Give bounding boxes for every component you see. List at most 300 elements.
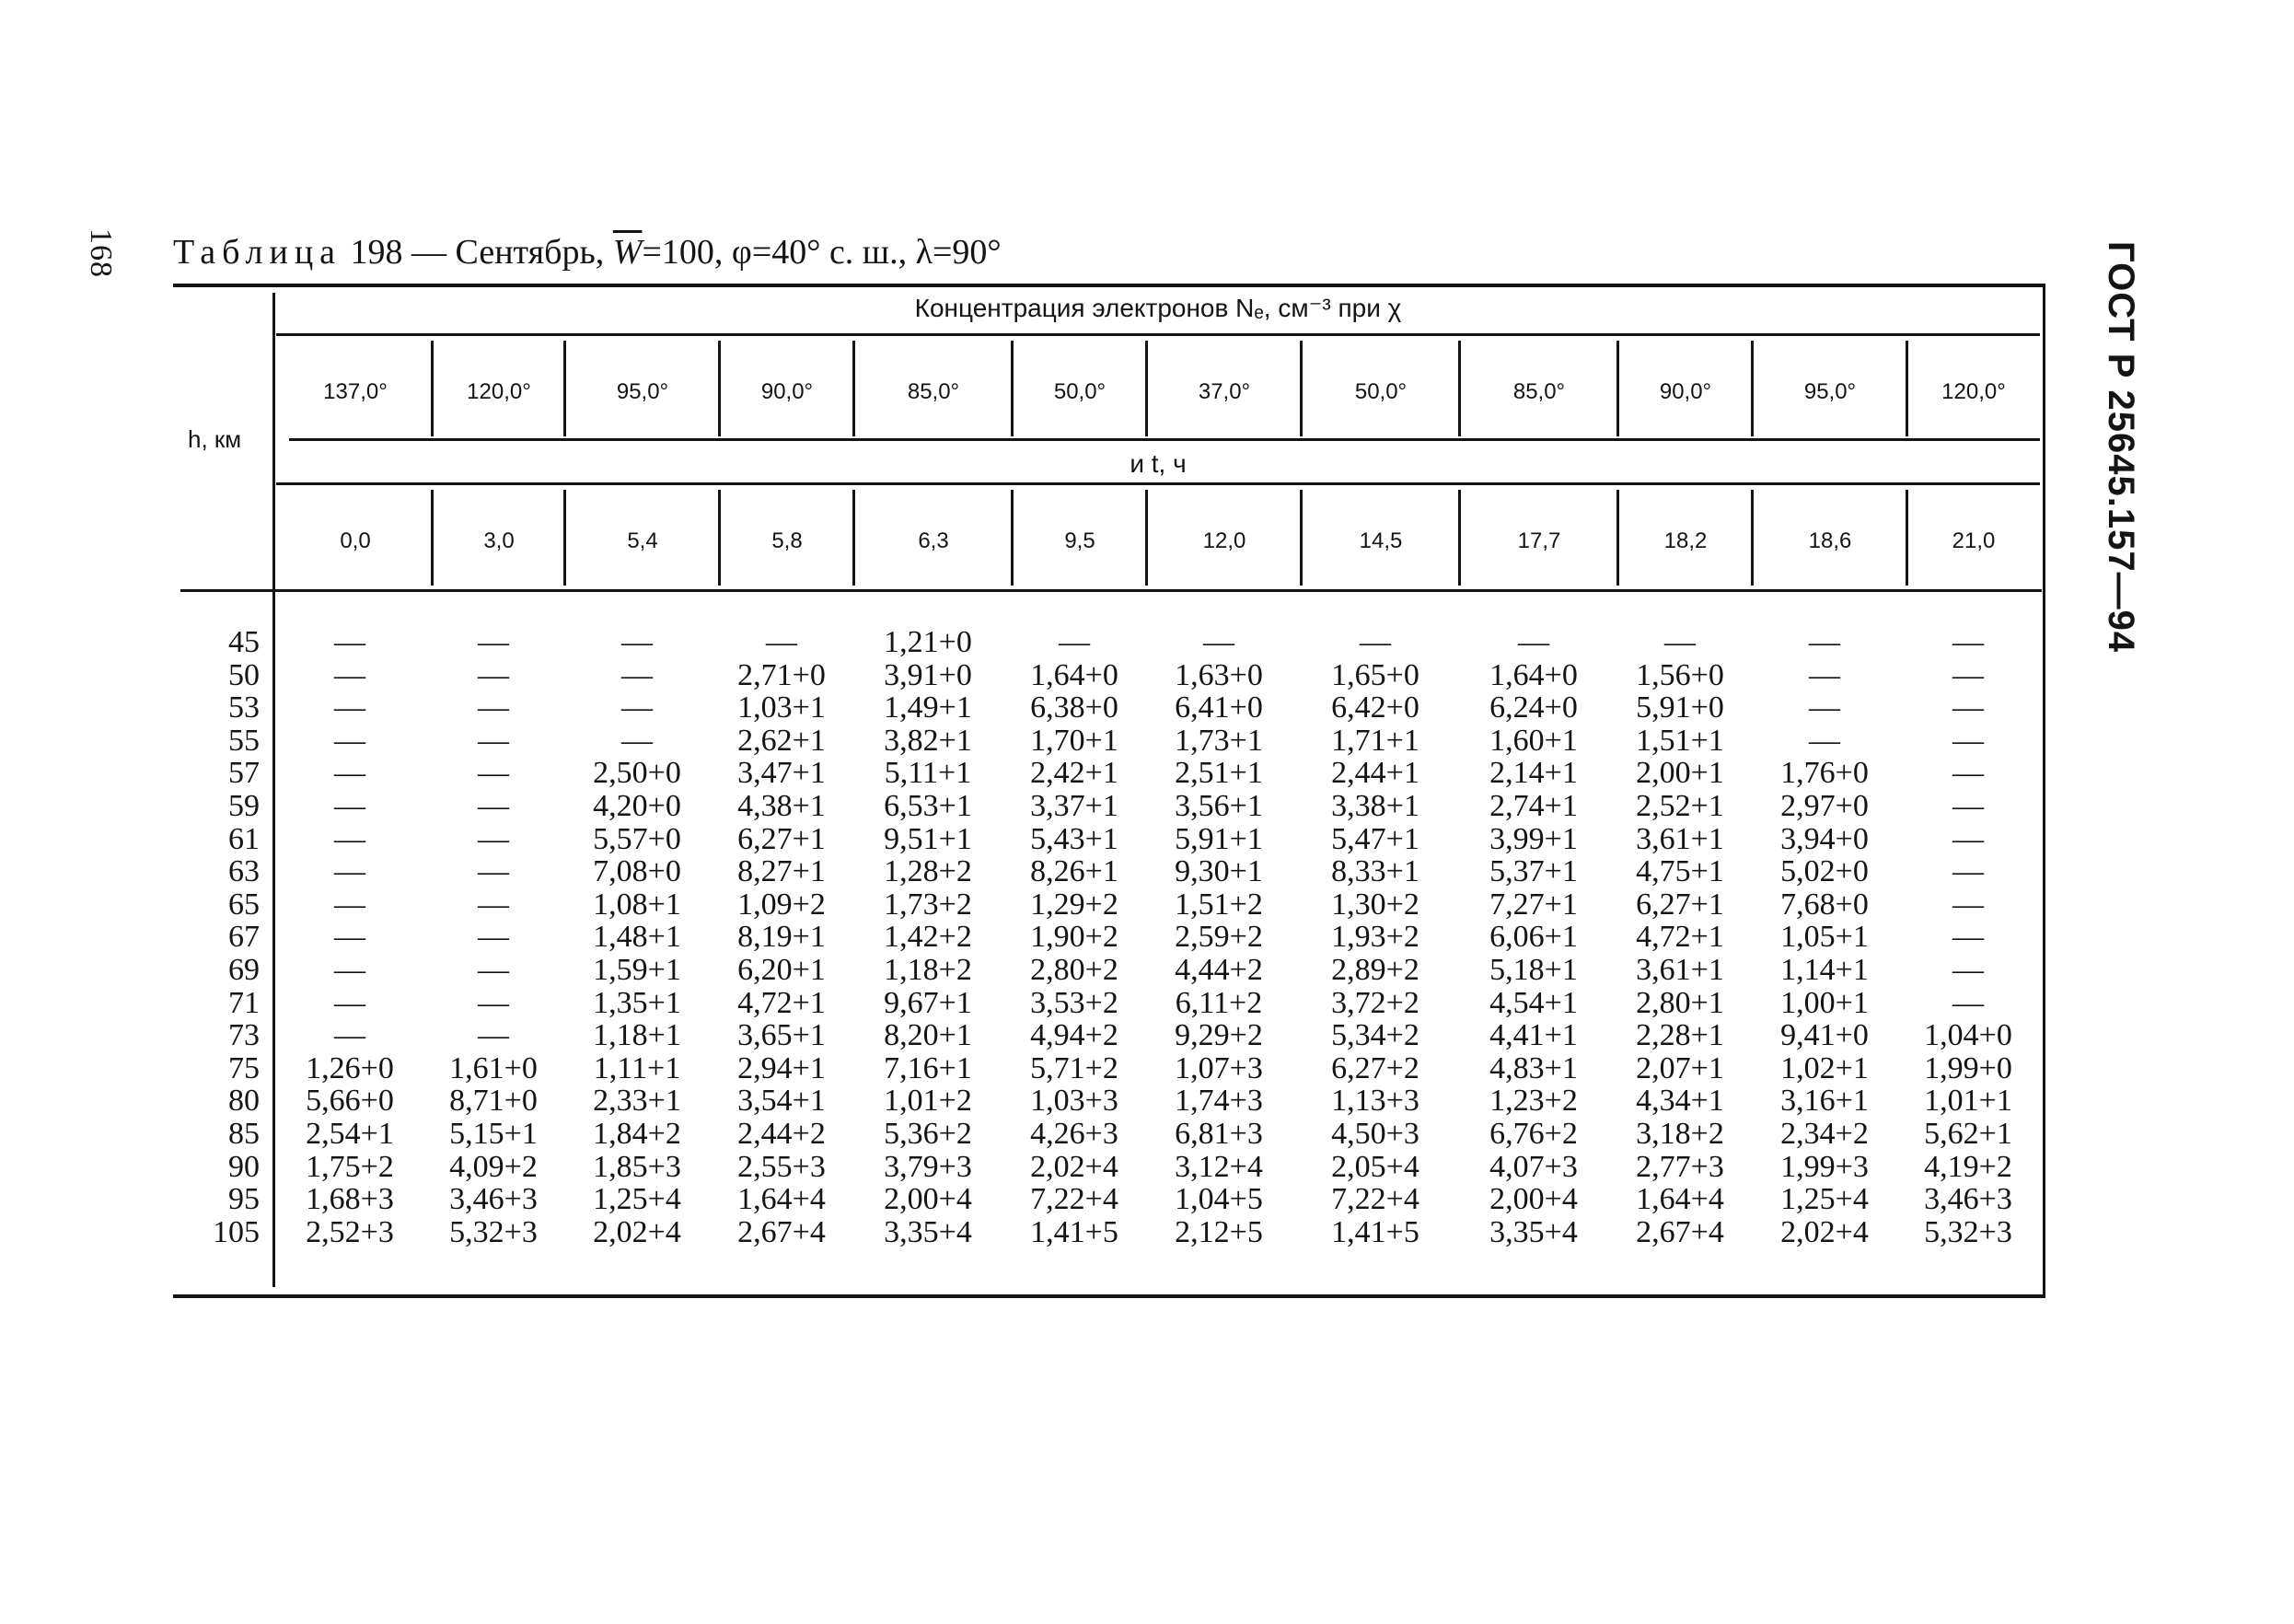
concentration-cell: 1,25+4 xyxy=(1780,1182,1869,1217)
concentration-cell: 2,00+1 xyxy=(1636,756,1724,791)
concentration-cell: — xyxy=(478,821,509,856)
concentration-cell: 3,61+1 xyxy=(1636,821,1724,856)
concentration-cell: — xyxy=(334,821,365,856)
concentration-cell: — xyxy=(478,756,509,791)
altitude-cell: 95 xyxy=(228,1182,260,1217)
concentration-cell: 1,73+2 xyxy=(884,887,972,922)
concentration-cell: 5,43+1 xyxy=(1030,821,1118,856)
concentration-cell: 1,09+2 xyxy=(737,887,826,922)
concentration-cell: 2,59+2 xyxy=(1175,920,1263,955)
concentration-cell: 5,91+0 xyxy=(1636,690,1724,725)
concentration-cell: 3,94+0 xyxy=(1780,821,1869,856)
concentration-cell: — xyxy=(478,1018,509,1053)
concentration-cell: 3,53+2 xyxy=(1030,985,1118,1020)
t-header-cell: 21,0 xyxy=(1952,528,1996,553)
concentration-cell: 6,20+1 xyxy=(737,952,826,987)
concentration-cell: — xyxy=(1952,854,1984,889)
concentration-cell: — xyxy=(1809,690,1840,725)
concentration-cell: 6,53+1 xyxy=(884,788,972,823)
concentration-cell: 1,30+2 xyxy=(1331,887,1419,922)
concentration-cell: 6,11+2 xyxy=(1175,985,1263,1020)
concentration-cell: 4,07+3 xyxy=(1489,1149,1578,1184)
concentration-cell: 5,62+1 xyxy=(1924,1116,2012,1151)
concentration-cell: 6,38+0 xyxy=(1030,690,1118,725)
chi-header-cell: 95,0° xyxy=(1803,379,1857,404)
concentration-cell: — xyxy=(334,657,365,692)
chi-header-cell: 50,0° xyxy=(1053,379,1106,404)
concentration-cell: 1,65+0 xyxy=(1331,657,1419,692)
concentration-cell: 5,36+2 xyxy=(884,1116,972,1151)
concentration-cell: 7,16+1 xyxy=(884,1050,972,1085)
concentration-cell: 5,34+2 xyxy=(1331,1018,1419,1053)
concentration-cell: 1,99+3 xyxy=(1780,1149,1869,1184)
concentration-cell: 2,80+2 xyxy=(1030,952,1118,987)
header-bottom-rule xyxy=(180,589,2042,592)
concentration-cell: 2,55+3 xyxy=(737,1149,826,1184)
concentration-cell: 5,47+1 xyxy=(1331,821,1419,856)
concentration-cell: 1,01+1 xyxy=(1924,1084,2012,1119)
concentration-cell: 1,63+0 xyxy=(1175,657,1263,692)
concentration-cell: — xyxy=(1952,985,1984,1020)
chi-header-cell: 137,0° xyxy=(323,379,388,404)
concentration-cell: 2,00+4 xyxy=(884,1182,972,1217)
concentration-cell: 2,12+5 xyxy=(1175,1214,1263,1249)
concentration-cell: 2,02+4 xyxy=(1030,1149,1118,1184)
concentration-cell: 2,52+1 xyxy=(1636,788,1724,823)
document-standard-title: ГОСТ Р 25645.157—94 xyxy=(2101,241,2141,654)
concentration-cell: 1,64+4 xyxy=(737,1182,826,1217)
concentration-cell: 6,41+0 xyxy=(1175,690,1263,725)
concentration-cell: 1,41+5 xyxy=(1331,1214,1419,1249)
concentration-cell: 1,60+1 xyxy=(1489,723,1578,758)
concentration-cell: — xyxy=(621,690,653,725)
concentration-cell: — xyxy=(1952,788,1984,823)
concentration-cell: — xyxy=(1809,723,1840,758)
table-row xyxy=(173,691,2034,725)
concentration-cell: 1,41+5 xyxy=(1030,1214,1118,1249)
chi-row-underline xyxy=(289,438,2040,441)
concentration-cell: 2,02+4 xyxy=(1780,1214,1869,1249)
concentration-cell: 5,32+3 xyxy=(1924,1214,2012,1249)
altitude-cell: 69 xyxy=(228,952,260,987)
concentration-cell: 1,76+0 xyxy=(1780,756,1869,791)
concentration-cell: — xyxy=(478,657,509,692)
concentration-cell: 1,00+1 xyxy=(1780,985,1869,1020)
concentration-cell: 5,15+1 xyxy=(449,1116,538,1151)
concentration-cell: 1,21+0 xyxy=(884,625,972,659)
concentration-cell: 3,82+1 xyxy=(884,723,972,758)
concentration-cell: 2,51+1 xyxy=(1175,756,1263,791)
concentration-cell: 5,32+3 xyxy=(449,1214,538,1249)
table-row xyxy=(173,790,2034,823)
concentration-cell: 6,27+1 xyxy=(1636,887,1724,922)
concentration-cell: — xyxy=(334,756,365,791)
concentration-cell: 3,72+2 xyxy=(1331,985,1419,1020)
concentration-cell: 1,64+4 xyxy=(1636,1182,1724,1217)
concentration-cell: — xyxy=(1952,690,1984,725)
concentration-cell: 5,37+1 xyxy=(1489,854,1578,889)
altitude-cell: 73 xyxy=(228,1018,260,1053)
t-header-cell: 18,6 xyxy=(1808,528,1852,553)
altitude-cell: 50 xyxy=(228,657,260,692)
altitude-cell: 45 xyxy=(228,625,260,659)
concentration-cell: 4,20+0 xyxy=(593,788,681,823)
concentration-cell: 2,80+1 xyxy=(1636,985,1724,1020)
concentration-cell: 7,22+4 xyxy=(1030,1182,1118,1217)
concentration-cell: 2,52+3 xyxy=(306,1214,394,1249)
concentration-cell: 1,61+0 xyxy=(449,1050,538,1085)
table-row xyxy=(173,954,2034,987)
altitude-cell: 55 xyxy=(228,723,260,758)
concentration-cell: 3,18+2 xyxy=(1636,1116,1724,1151)
concentration-cell: 2,89+2 xyxy=(1331,952,1419,987)
concentration-cell: 2,14+1 xyxy=(1489,756,1578,791)
concentration-cell: 2,44+1 xyxy=(1331,756,1419,791)
concentration-cell: 3,61+1 xyxy=(1636,952,1724,987)
concentration-cell: — xyxy=(1952,723,1984,758)
concentration-cell: 3,46+3 xyxy=(449,1182,538,1217)
table-row xyxy=(173,888,2034,922)
concentration-cell: 3,99+1 xyxy=(1489,821,1578,856)
table-row xyxy=(173,855,2034,888)
concentration-cell: 3,12+4 xyxy=(1175,1149,1263,1184)
concentration-cell: 5,91+1 xyxy=(1175,821,1263,856)
t-header-cell: 5,4 xyxy=(627,528,658,553)
altitude-cell: 65 xyxy=(228,887,260,922)
concentration-cell: 2,67+4 xyxy=(1636,1214,1724,1249)
concentration-cell: 7,22+4 xyxy=(1331,1182,1419,1217)
concentration-cell: 5,02+0 xyxy=(1780,854,1869,889)
concentration-cell: 1,84+2 xyxy=(593,1116,681,1151)
concentration-cell: 1,25+4 xyxy=(593,1182,681,1217)
concentration-cell: 1,11+1 xyxy=(593,1050,681,1085)
concentration-cell: — xyxy=(1952,657,1984,692)
concentration-cell: — xyxy=(1360,625,1391,659)
concentration-cell: 1,05+1 xyxy=(1780,920,1869,955)
table-row xyxy=(173,757,2034,790)
concentration-cell: — xyxy=(1664,625,1696,659)
concentration-cell: — xyxy=(1952,756,1984,791)
chi-header-cell: 50,0° xyxy=(1354,379,1408,404)
concentration-cell: 5,66+0 xyxy=(306,1084,394,1119)
concentration-cell: 2,97+0 xyxy=(1780,788,1869,823)
chi-header-cell: 85,0° xyxy=(907,379,960,404)
concentration-cell: — xyxy=(478,920,509,955)
concentration-cell: 2,02+4 xyxy=(593,1214,681,1249)
concentration-cell: 1,04+5 xyxy=(1175,1182,1263,1217)
altitude-cell: 105 xyxy=(213,1214,260,1249)
concentration-cell: 9,41+0 xyxy=(1780,1018,1869,1053)
concentration-cell: 2,34+2 xyxy=(1780,1116,1869,1151)
concentration-cell: 4,34+1 xyxy=(1636,1084,1724,1119)
concentration-cell: — xyxy=(1952,887,1984,922)
concentration-cell: — xyxy=(766,625,797,659)
top-rule xyxy=(173,284,2045,287)
t-header-cell: 0,0 xyxy=(340,528,371,553)
concentration-cell: 6,24+0 xyxy=(1489,690,1578,725)
concentration-cell: 1,75+2 xyxy=(306,1149,394,1184)
table-caption xyxy=(173,232,1002,273)
concentration-cell: 4,94+2 xyxy=(1030,1018,1118,1053)
concentration-cell: 2,05+4 xyxy=(1331,1149,1419,1184)
concentration-cell: 3,47+1 xyxy=(737,756,826,791)
concentration-cell: 5,57+0 xyxy=(593,821,681,856)
altitude-cell: 57 xyxy=(228,756,260,791)
concentration-cell: 1,18+1 xyxy=(593,1018,681,1053)
caption-text-b: =100, φ=40° с. ш., λ=90° xyxy=(642,233,1002,272)
t-header-cell: 6,3 xyxy=(918,528,949,553)
concentration-cell: 6,27+2 xyxy=(1331,1050,1419,1085)
table-row xyxy=(173,1183,2034,1216)
concentration-cell: — xyxy=(334,854,365,889)
concentration-cell: 1,99+0 xyxy=(1924,1050,2012,1085)
concentration-cell: 4,38+1 xyxy=(737,788,826,823)
caption-text-a: 198 — Сентябрь, xyxy=(350,233,605,272)
concentration-cell: 5,71+2 xyxy=(1030,1050,1118,1085)
concentration-cell: — xyxy=(478,887,509,922)
table-row xyxy=(173,1052,2034,1085)
concentration-cell: 1,18+2 xyxy=(884,952,972,987)
concentration-cell: — xyxy=(621,625,653,659)
concentration-cell: 4,19+2 xyxy=(1924,1149,2012,1184)
concentration-cell: — xyxy=(334,788,365,823)
table-row xyxy=(173,1019,2034,1052)
concentration-cell: 1,70+1 xyxy=(1030,723,1118,758)
bottom-rule xyxy=(173,1294,2045,1298)
concentration-cell: 2,77+3 xyxy=(1636,1149,1724,1184)
concentration-cell: 4,09+2 xyxy=(449,1149,538,1184)
chi-header-cell: 120,0° xyxy=(1941,379,2006,404)
concentration-cell: 9,30+1 xyxy=(1175,854,1263,889)
chi-header-cell: 85,0° xyxy=(1512,379,1566,404)
table-row xyxy=(173,659,2034,692)
concentration-cell: — xyxy=(478,788,509,823)
concentration-cell: 2,44+2 xyxy=(737,1116,826,1151)
concentration-cell: 3,54+1 xyxy=(737,1084,826,1119)
concentration-cell: 2,67+4 xyxy=(737,1214,826,1249)
concentration-cell: 9,29+2 xyxy=(1175,1018,1263,1053)
concentration-cell: — xyxy=(478,985,509,1020)
altitude-cell: 59 xyxy=(228,788,260,823)
concentration-cell: — xyxy=(1952,920,1984,955)
concentration-cell: 2,28+1 xyxy=(1636,1018,1724,1053)
concentration-cell: 2,00+4 xyxy=(1489,1182,1578,1217)
table-row xyxy=(173,725,2034,758)
table-row xyxy=(173,626,2034,659)
altitude-cell: 85 xyxy=(228,1116,260,1151)
concentration-cell: — xyxy=(1809,657,1840,692)
concentration-cell: 1,51+1 xyxy=(1636,723,1724,758)
span-header-underline xyxy=(276,333,2040,336)
concentration-cell: — xyxy=(1952,625,1984,659)
concentration-cell: 1,93+2 xyxy=(1331,920,1419,955)
concentration-cell: 1,68+3 xyxy=(306,1182,394,1217)
concentration-cell: — xyxy=(478,690,509,725)
concentration-cell: 4,50+3 xyxy=(1331,1116,1419,1151)
concentration-cell: 1,08+1 xyxy=(593,887,681,922)
t-header-cell: 14,5 xyxy=(1359,528,1403,553)
concentration-cell: — xyxy=(334,1018,365,1053)
concentration-cell: 1,02+1 xyxy=(1780,1050,1869,1085)
concentration-cell: 9,51+1 xyxy=(884,821,972,856)
time-header: и t, ч xyxy=(1130,449,1187,478)
concentration-cell: 5,18+1 xyxy=(1489,952,1578,987)
concentration-cell: 1,85+3 xyxy=(593,1149,681,1184)
concentration-cell: 3,46+3 xyxy=(1924,1182,2012,1217)
concentration-cell: 1,51+2 xyxy=(1175,887,1263,922)
t-header-cell: 3,0 xyxy=(483,528,515,553)
concentration-cell: 3,16+1 xyxy=(1780,1084,1869,1119)
concentration-cell: 4,72+1 xyxy=(1636,920,1724,955)
chi-header-cell: 90,0° xyxy=(760,379,814,404)
concentration-cell: 2,94+1 xyxy=(737,1050,826,1085)
chi-header-cell: 37,0° xyxy=(1198,379,1251,404)
concentration-cell: 6,76+2 xyxy=(1489,1116,1578,1151)
concentration-cell: — xyxy=(334,723,365,758)
concentration-cell: 1,35+1 xyxy=(593,985,681,1020)
electron-concentration-table xyxy=(173,626,2034,1248)
concentration-cell: 1,07+3 xyxy=(1175,1050,1263,1085)
concentration-cell: 2,62+1 xyxy=(737,723,826,758)
concentration-cell: 6,06+1 xyxy=(1489,920,1578,955)
concentration-cell: 1,03+1 xyxy=(737,690,826,725)
right-border xyxy=(2043,284,2045,1294)
concentration-cell: 1,42+2 xyxy=(884,920,972,955)
concentration-cell: — xyxy=(1203,625,1234,659)
concentration-cell: 1,01+2 xyxy=(884,1084,972,1119)
concentration-cell: — xyxy=(334,887,365,922)
concentration-cell: 9,67+1 xyxy=(884,985,972,1020)
concentration-cell: 1,74+3 xyxy=(1175,1084,1263,1119)
concentration-cell: 4,72+1 xyxy=(737,985,826,1020)
t-header-cell: 5,8 xyxy=(771,528,803,553)
concentration-cell: 7,08+0 xyxy=(593,854,681,889)
chi-header-cell: 120,0° xyxy=(467,379,531,404)
t-label-underline xyxy=(276,482,2040,485)
concentration-cell: 8,20+1 xyxy=(884,1018,972,1053)
t-header-cell: 9,5 xyxy=(1064,528,1095,553)
concentration-cell: 1,73+1 xyxy=(1175,723,1263,758)
concentration-cell: 3,65+1 xyxy=(737,1018,826,1053)
concentration-cell: — xyxy=(334,690,365,725)
concentration-cell: 1,23+2 xyxy=(1489,1084,1578,1119)
table-row xyxy=(173,921,2034,954)
concentration-cell: 2,71+0 xyxy=(737,657,826,692)
concentration-cell: 7,68+0 xyxy=(1780,887,1869,922)
concentration-cell: 3,37+1 xyxy=(1030,788,1118,823)
concentration-cell: — xyxy=(1809,625,1840,659)
page-number: 168 xyxy=(84,228,118,278)
concentration-cell: — xyxy=(334,920,365,955)
concentration-cell: — xyxy=(1952,952,1984,987)
concentration-cell: — xyxy=(478,625,509,659)
altitude-cell: 75 xyxy=(228,1050,260,1085)
concentration-cell: 7,27+1 xyxy=(1489,887,1578,922)
concentration-cell: 4,83+1 xyxy=(1489,1050,1578,1085)
concentration-cell: 4,26+3 xyxy=(1030,1116,1118,1151)
concentration-cell: 3,91+0 xyxy=(884,657,972,692)
concentration-cell: — xyxy=(621,723,653,758)
concentration-cell: 6,81+3 xyxy=(1175,1116,1263,1151)
concentration-cell: 2,33+1 xyxy=(593,1084,681,1119)
concentration-cell: 4,54+1 xyxy=(1489,985,1578,1020)
altitude-cell: 80 xyxy=(228,1084,260,1119)
concentration-cell: 1,49+1 xyxy=(884,690,972,725)
concentration-cell: 1,26+0 xyxy=(306,1050,394,1085)
concentration-cell: — xyxy=(334,952,365,987)
caption-w-symbol: $\overline{W}$ xyxy=(612,233,643,272)
concentration-cell: 3,35+4 xyxy=(884,1214,972,1249)
concentration-cell: 8,19+1 xyxy=(737,920,826,955)
t-header-cell: 18,2 xyxy=(1663,528,1708,553)
concentration-cell: 8,27+1 xyxy=(737,854,826,889)
concentration-cell: 6,27+1 xyxy=(737,821,826,856)
concentration-cell: 1,90+2 xyxy=(1030,920,1118,955)
concentration-cell: — xyxy=(478,952,509,987)
concentration-cell: 8,26+1 xyxy=(1030,854,1118,889)
caption-prefix: Таблица xyxy=(173,233,342,272)
concentration-cell: 1,14+1 xyxy=(1780,952,1869,987)
concentration-cell: 1,56+0 xyxy=(1636,657,1724,692)
concentration-cell: — xyxy=(478,723,509,758)
concentration-cell: — xyxy=(1952,821,1984,856)
concentration-cell: 6,42+0 xyxy=(1331,690,1419,725)
concentration-cell: 2,42+1 xyxy=(1030,756,1118,791)
concentration-cell: 1,03+3 xyxy=(1030,1084,1118,1119)
table-row xyxy=(173,1216,2034,1249)
table-row xyxy=(173,1151,2034,1184)
concentration-cell: 4,75+1 xyxy=(1636,854,1724,889)
t-header-cell: 17,7 xyxy=(1517,528,1561,553)
concentration-cell: — xyxy=(334,985,365,1020)
concentration-cell: 1,28+2 xyxy=(884,854,972,889)
concentration-cell: 1,64+0 xyxy=(1030,657,1118,692)
altitude-header: h, км xyxy=(188,425,242,453)
concentration-cell: 8,71+0 xyxy=(449,1084,538,1119)
concentration-cell: 2,74+1 xyxy=(1489,788,1578,823)
concentration-cell: 3,35+4 xyxy=(1489,1214,1578,1249)
concentration-cell: 3,56+1 xyxy=(1175,788,1263,823)
concentration-cell: — xyxy=(1518,625,1549,659)
table-row xyxy=(173,1118,2034,1151)
concentration-cell: 4,44+2 xyxy=(1175,952,1263,987)
concentration-cell: 1,13+3 xyxy=(1331,1084,1419,1119)
concentration-cell: 1,29+2 xyxy=(1030,887,1118,922)
concentration-cell: 4,41+1 xyxy=(1489,1018,1578,1053)
concentration-cell: 8,33+1 xyxy=(1331,854,1419,889)
altitude-cell: 71 xyxy=(228,985,260,1020)
table-row xyxy=(173,823,2034,856)
concentration-cell: 2,50+0 xyxy=(593,756,681,791)
altitude-cell: 90 xyxy=(228,1149,260,1184)
concentration-cell: 2,07+1 xyxy=(1636,1050,1724,1085)
concentration-cell: — xyxy=(621,657,653,692)
concentration-cell: 1,64+0 xyxy=(1489,657,1578,692)
altitude-cell: 63 xyxy=(228,854,260,889)
table-row xyxy=(173,987,2034,1020)
concentration-cell: — xyxy=(1059,625,1090,659)
concentration-cell: 2,54+1 xyxy=(306,1116,394,1151)
chi-header-cell: 90,0° xyxy=(1659,379,1712,404)
concentration-cell: 3,79+3 xyxy=(884,1149,972,1184)
concentration-cell: — xyxy=(478,854,509,889)
altitude-cell: 53 xyxy=(228,690,260,725)
electron-concentration-header: Концентрация электронов Nₑ, см⁻³ при χ xyxy=(914,294,1402,322)
t-header-cell: 12,0 xyxy=(1202,528,1246,553)
chi-header-cell: 95,0° xyxy=(616,379,669,404)
altitude-cell: 67 xyxy=(228,920,260,955)
concentration-cell: 3,38+1 xyxy=(1331,788,1419,823)
